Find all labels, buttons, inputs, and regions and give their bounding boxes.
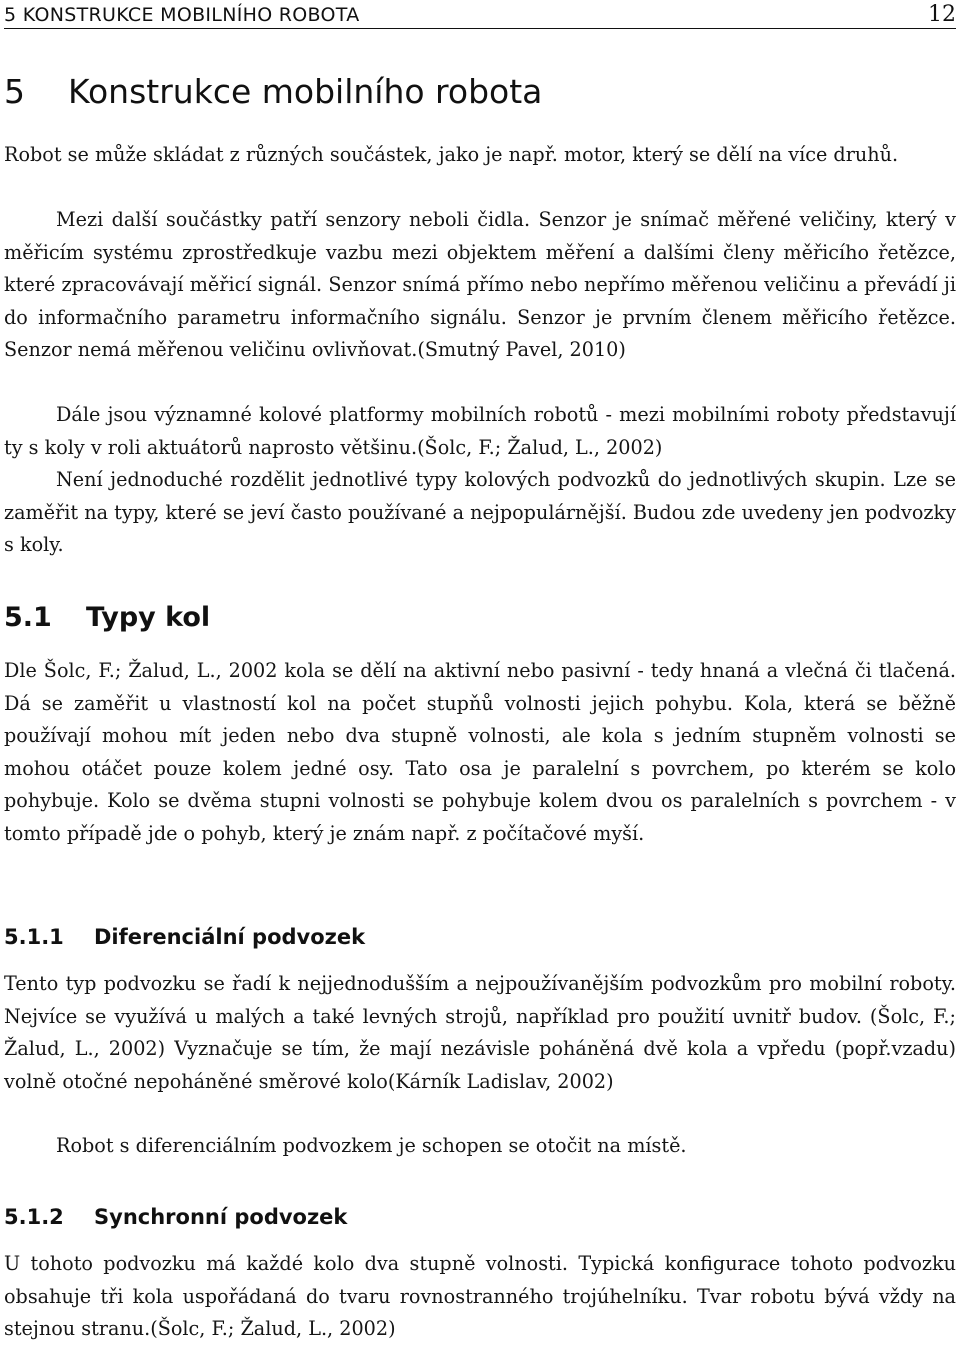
subsection-number: 5.1.2 (4, 1205, 64, 1229)
paragraph-chassis-types: Není jednoduché rozdělit jednotlivé typy kolových podvozků do jednotlivých skupin. Lze se zaměřit na typy, které se jeví často používané a nejpopulárnější. Budou zde uvedeny jen podvozky s koly. (4, 468, 956, 557)
chapter-heading (4, 70, 542, 114)
subsection-heading-differential (4, 922, 365, 952)
paragraph-differential-turn: Robot s diferenciálním podvozkem je schopen se otočit na místě. (56, 1134, 687, 1157)
page-number: 12 (928, 2, 956, 27)
paragraph-synchronous: U tohoto podvozku má každé kolo dva stupně volnosti. Typická konfigurace tohoto podvozku obsahuje tři kola uspořádaná do tvaru rovnostranného trojúhelníku. Tvar robotu bývá vždy na stejnou stranu.(Šolc, F.; Žalud, L., 2002) (4, 1252, 956, 1341)
running-head-title: 5 KONSTRUKCE MOBILNÍHO ROBOTA (4, 4, 360, 26)
paragraph-wheel-types: Dle Šolc, F.; Žalud, L., 2002 kola se dělí na aktivní nebo pasivní - tedy hnaná a vlečná či tlačená. Dá se zaměřit u vlastností kol na počet stupňů volnosti jejich pohybu. Kola, která se běžně používají mohou mít jeden nebo dva stupně volnosti, ale kola s jedním stupněm volnosti se mohou otáčet pouze kolem jedné osy. Tato osa je paralelní s povrchem, po kterém se kolo pohybuje. Kolo se dvěma stupni volnosti se pohybuje kolem dvou os paralelních s povrchem - v tomto případě jde o pohyb, který je znám např. z počítačové myší. (4, 659, 956, 845)
running-head (4, 2, 956, 29)
paragraph-sensors: Mezi další součástky patří senzory neboli čidla. Senzor je snímač měřené veličiny, který v měřicím systému zprostředkuje vazbu mezi objektem měření a dalšími členy měřicího řetězce, které zpracovávají měřicí signál. Senzor snímá přímo nebo nepřímo měřenou veličinu a převádí ji do informačního parametru informačního signálu. Senzor je prvním členem měřicího řetězce. Senzor nemá měřenou veličinu ovlivňovat.(Smutný Pavel, 2010) (4, 208, 956, 362)
chapter-title: Konstrukce mobilního robota (68, 72, 543, 111)
subsection-title: Synchronní podvozek (94, 1205, 348, 1229)
subsection-number: 5.1.1 (4, 925, 64, 949)
chapter-number: 5 (4, 72, 25, 111)
paragraph-platforms: Dále jsou významné kolové platformy mobilních robotů - mezi mobilními roboty představují ty s koly v roli aktuátorů naprosto většinu.(Šolc, F.; Žalud, L., 2002) (4, 403, 956, 459)
subsection-heading-synchronous (4, 1202, 347, 1232)
paragraph-intro: Robot se může skládat z různých součástek, jako je např. motor, který se dělí na více druhů. (4, 143, 899, 166)
section-title: Typy kol (86, 602, 211, 633)
paragraph-differential: Tento typ podvozku se řadí k nejjednodušším a nejpoužívanějším podvozkům pro mobilní roboty. Nejvíce se využívá u malých a také levných strojů, například pro použití uvnitř budov. (Šolc, F.; Žalud, L., 2002) Vyznačuje se tím, že mají nezávisle poháněná dvě kola a vpředu (popř.vzadu) volně otočné nepoháněné směrové kolo(Kárník Ladislav, 2002) (4, 972, 956, 1093)
section-number: 5.1 (4, 602, 52, 633)
subsection-title: Diferenciální podvozek (94, 925, 366, 949)
section-heading (4, 600, 210, 636)
